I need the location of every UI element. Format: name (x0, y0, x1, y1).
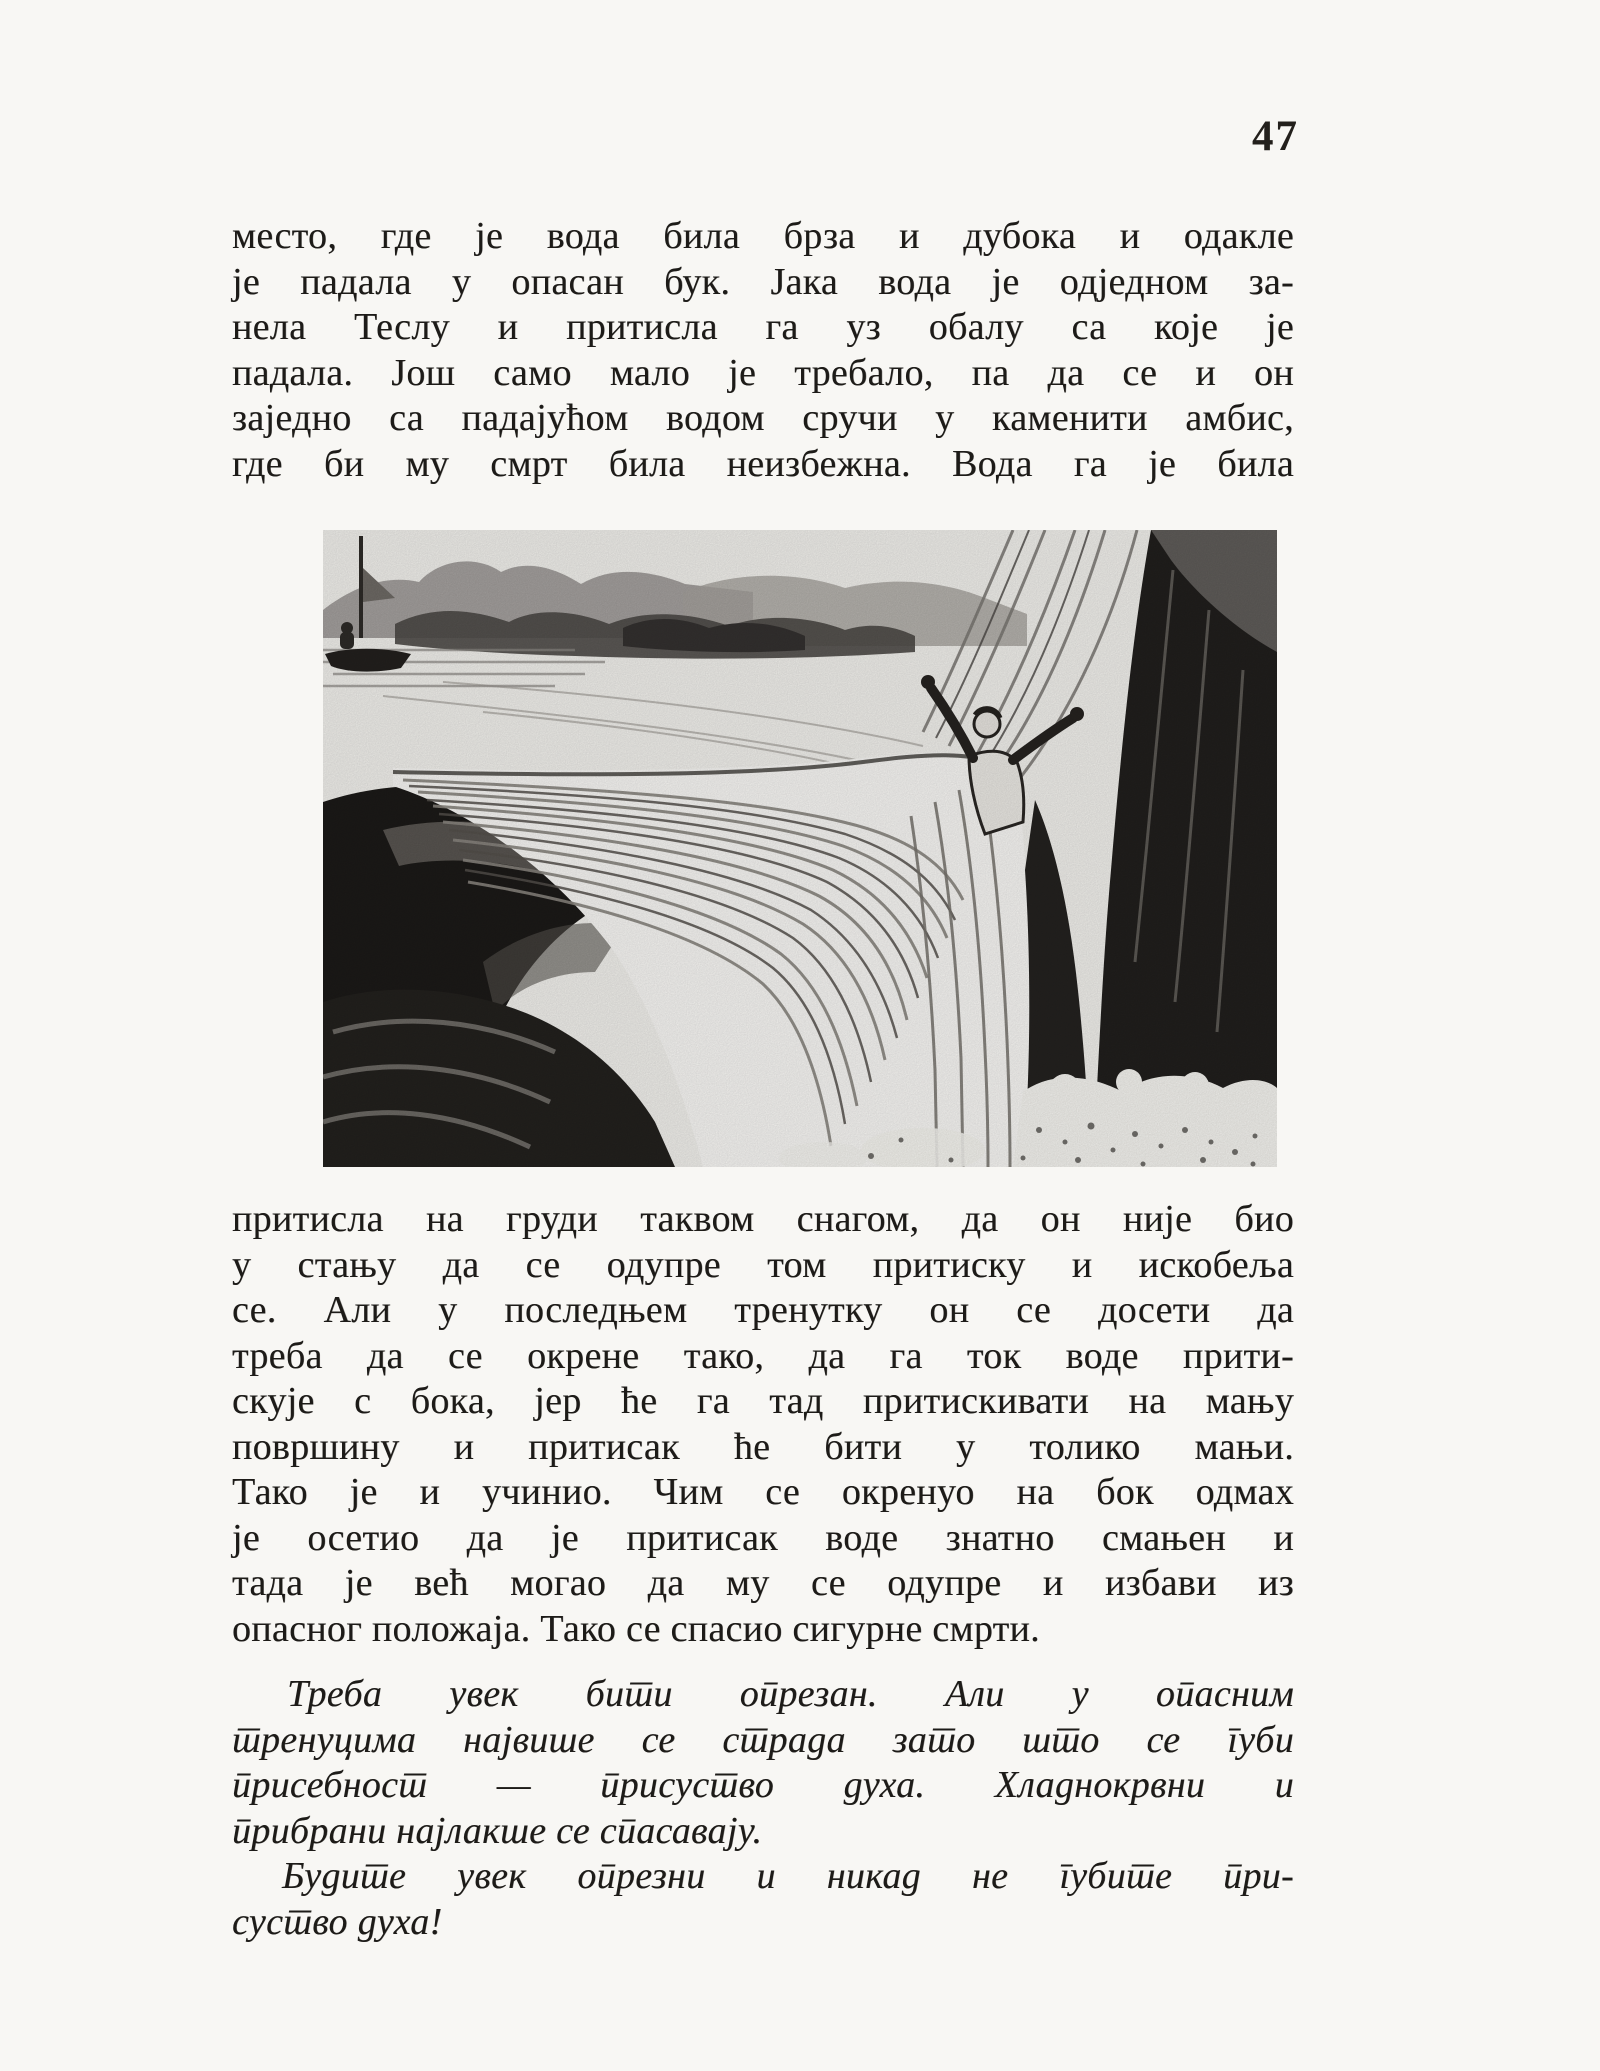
text-line: скује с бока, јер ће га тад притискивати на мању (232, 1380, 1294, 1422)
text-line: тада је већ могао да му се одупре и избави из (232, 1562, 1294, 1604)
text-line: где би му смрт била неизбежна. Вода га је била (232, 442, 1294, 485)
paragraph-2 (232, 1197, 1294, 1652)
text-line: опасног положаја. Тако се спасио сигурне смрти. (232, 1607, 1040, 1650)
text-line: је осетио да је притисак воде знатно смањен и (232, 1516, 1294, 1559)
text-line: нела Теслу и притисла га уз обалу са које је (232, 306, 1294, 348)
text-line: Тако је и учинио. Чим се окренуо на бок одмах (232, 1471, 1294, 1513)
paragraph-3-italic (232, 1672, 1294, 1854)
text-line: се. Али у последњем тренутку он се досети да (232, 1289, 1294, 1331)
waterfall-illustration (323, 530, 1277, 1167)
text-line: је падала у опасан бук. Јака вода је одједном за- (232, 260, 1294, 303)
text-line: присебност — присуство духа. Хладнокрвни и (232, 1764, 1294, 1806)
text-line: у стању да се одупре том притиску и искобеља (232, 1243, 1294, 1286)
grain-overlay (323, 530, 1277, 1167)
text-line: површину и притисак ће бити у толико мањи. (232, 1425, 1294, 1468)
text-line: падала. Још само мало је требало, па да се и он (232, 351, 1294, 394)
text-line: суство духа! (232, 1900, 443, 1943)
page-number: 47 (1252, 113, 1299, 160)
text-line: треба да се окрене тако, да га ток воде прити- (232, 1334, 1294, 1377)
text-line: Будите увек опрезни и никад не губите при- (282, 1855, 1294, 1897)
paragraph-1 (232, 214, 1294, 487)
text-line: прибрани најлакше се спасавају. (232, 1809, 763, 1852)
text-line: Треба увек бити опрезан. Али у опасним (287, 1673, 1294, 1715)
paragraph-4-italic (232, 1854, 1294, 1945)
text-line: заједно са падајућом водом сручи у каменити амбис, (232, 397, 1294, 439)
text-line: место, где је вода била брза и дубока и одакле (232, 215, 1294, 257)
text-line: притисла на груди таквом снагом, да он није био (232, 1198, 1294, 1240)
text-line: тренуцима највише се страда зато што се губи (232, 1718, 1294, 1761)
